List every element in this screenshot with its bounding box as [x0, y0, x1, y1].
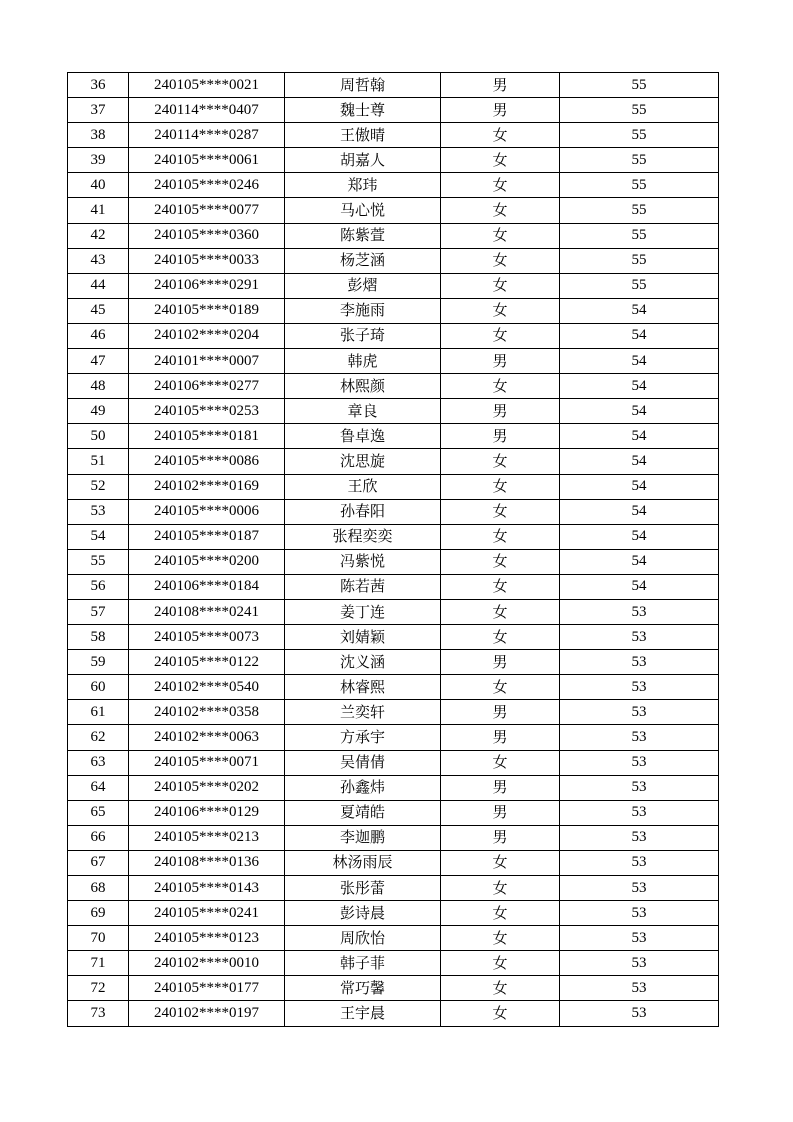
gender-cell: 女	[441, 173, 560, 198]
table-row	[68, 599, 719, 624]
score-cell: 54	[560, 524, 719, 549]
gender-cell: 男	[441, 725, 560, 750]
name-cell: 张子琦	[285, 323, 441, 348]
row-number-cell: 42	[68, 223, 129, 248]
id-number-cell: 240106****0129	[129, 800, 285, 825]
score-cell: 53	[560, 599, 719, 624]
id-number-cell: 240105****0143	[129, 876, 285, 901]
id-number-cell: 240105****0189	[129, 298, 285, 323]
roster-table-body	[68, 73, 719, 1027]
name-cell: 郑玮	[285, 173, 441, 198]
name-cell: 沈义涵	[285, 650, 441, 675]
id-number-cell: 240105****0253	[129, 399, 285, 424]
gender-cell: 女	[441, 926, 560, 951]
gender-cell: 女	[441, 449, 560, 474]
gender-cell: 女	[441, 976, 560, 1001]
row-number-cell: 64	[68, 775, 129, 800]
name-cell: 孙春阳	[285, 499, 441, 524]
score-cell: 55	[560, 173, 719, 198]
name-cell: 夏靖皓	[285, 800, 441, 825]
id-number-cell: 240102****0540	[129, 675, 285, 700]
row-number-cell: 38	[68, 123, 129, 148]
row-number-cell: 57	[68, 599, 129, 624]
name-cell: 马心悦	[285, 198, 441, 223]
row-number-cell: 45	[68, 298, 129, 323]
name-cell: 方承宇	[285, 725, 441, 750]
id-number-cell: 240101****0007	[129, 349, 285, 374]
name-cell: 林汤雨辰	[285, 850, 441, 875]
gender-cell: 女	[441, 248, 560, 273]
row-number-cell: 54	[68, 524, 129, 549]
score-cell: 53	[560, 800, 719, 825]
gender-cell: 男	[441, 825, 560, 850]
table-row	[68, 273, 719, 298]
id-number-cell: 240105****0077	[129, 198, 285, 223]
table-row	[68, 499, 719, 524]
table-row	[68, 73, 719, 98]
score-cell: 53	[560, 675, 719, 700]
id-number-cell: 240105****0200	[129, 549, 285, 574]
id-number-cell: 240105****0006	[129, 499, 285, 524]
score-cell: 55	[560, 123, 719, 148]
name-cell: 周欣怡	[285, 926, 441, 951]
score-cell: 53	[560, 725, 719, 750]
table-row	[68, 650, 719, 675]
table-row	[68, 976, 719, 1001]
name-cell: 王宇晨	[285, 1001, 441, 1026]
name-cell: 林熙颜	[285, 374, 441, 399]
score-cell: 54	[560, 298, 719, 323]
score-cell: 54	[560, 374, 719, 399]
row-number-cell: 39	[68, 148, 129, 173]
name-cell: 李迦鹏	[285, 825, 441, 850]
row-number-cell: 63	[68, 750, 129, 775]
score-cell: 53	[560, 650, 719, 675]
row-number-cell: 37	[68, 98, 129, 123]
id-number-cell: 240105****0021	[129, 73, 285, 98]
table-row	[68, 675, 719, 700]
score-cell: 55	[560, 98, 719, 123]
score-cell: 53	[560, 951, 719, 976]
table-row	[68, 1001, 719, 1026]
id-number-cell: 240114****0407	[129, 98, 285, 123]
gender-cell: 女	[441, 901, 560, 926]
gender-cell: 女	[441, 625, 560, 650]
gender-cell: 女	[441, 198, 560, 223]
gender-cell: 女	[441, 273, 560, 298]
gender-cell: 女	[441, 549, 560, 574]
name-cell: 沈思旋	[285, 449, 441, 474]
table-row	[68, 951, 719, 976]
table-row	[68, 399, 719, 424]
table-row	[68, 98, 719, 123]
table-row	[68, 574, 719, 599]
gender-cell: 男	[441, 98, 560, 123]
score-cell: 54	[560, 349, 719, 374]
name-cell: 魏士尊	[285, 98, 441, 123]
row-number-cell: 71	[68, 951, 129, 976]
roster-table	[67, 72, 719, 1027]
score-cell: 55	[560, 73, 719, 98]
id-number-cell: 240105****0061	[129, 148, 285, 173]
id-number-cell: 240108****0241	[129, 599, 285, 624]
name-cell: 陈紫萱	[285, 223, 441, 248]
score-cell: 53	[560, 625, 719, 650]
table-row	[68, 850, 719, 875]
id-number-cell: 240106****0291	[129, 273, 285, 298]
row-number-cell: 53	[68, 499, 129, 524]
name-cell: 王欣	[285, 474, 441, 499]
gender-cell: 女	[441, 1001, 560, 1026]
id-number-cell: 240105****0360	[129, 223, 285, 248]
table-row	[68, 800, 719, 825]
table-row	[68, 349, 719, 374]
gender-cell: 男	[441, 349, 560, 374]
row-number-cell: 43	[68, 248, 129, 273]
id-number-cell: 240105****0213	[129, 825, 285, 850]
name-cell: 刘婧颖	[285, 625, 441, 650]
score-cell: 53	[560, 850, 719, 875]
id-number-cell: 240105****0086	[129, 449, 285, 474]
id-number-cell: 240105****0177	[129, 976, 285, 1001]
table-row	[68, 248, 719, 273]
row-number-cell: 65	[68, 800, 129, 825]
table-row	[68, 549, 719, 574]
row-number-cell: 47	[68, 349, 129, 374]
id-number-cell: 240105****0187	[129, 524, 285, 549]
table-row	[68, 700, 719, 725]
gender-cell: 男	[441, 424, 560, 449]
score-cell: 54	[560, 424, 719, 449]
table-row	[68, 926, 719, 951]
name-cell: 吴倩倩	[285, 750, 441, 775]
id-number-cell: 240114****0287	[129, 123, 285, 148]
table-row	[68, 901, 719, 926]
gender-cell: 男	[441, 800, 560, 825]
name-cell: 鲁卓逸	[285, 424, 441, 449]
gender-cell: 女	[441, 499, 560, 524]
table-row	[68, 825, 719, 850]
gender-cell: 女	[441, 474, 560, 499]
row-number-cell: 55	[68, 549, 129, 574]
id-number-cell: 240106****0277	[129, 374, 285, 399]
id-number-cell: 240102****0358	[129, 700, 285, 725]
name-cell: 兰奕轩	[285, 700, 441, 725]
score-cell: 55	[560, 248, 719, 273]
gender-cell: 女	[441, 876, 560, 901]
score-cell: 55	[560, 273, 719, 298]
id-number-cell: 240108****0136	[129, 850, 285, 875]
score-cell: 54	[560, 474, 719, 499]
gender-cell: 女	[441, 123, 560, 148]
gender-cell: 男	[441, 700, 560, 725]
gender-cell: 男	[441, 399, 560, 424]
row-number-cell: 72	[68, 976, 129, 1001]
name-cell: 胡嘉人	[285, 148, 441, 173]
id-number-cell: 240105****0241	[129, 901, 285, 926]
row-number-cell: 51	[68, 449, 129, 474]
table-row	[68, 173, 719, 198]
row-number-cell: 61	[68, 700, 129, 725]
id-number-cell: 240105****0122	[129, 650, 285, 675]
row-number-cell: 60	[68, 675, 129, 700]
id-number-cell: 240105****0071	[129, 750, 285, 775]
score-cell: 55	[560, 223, 719, 248]
row-number-cell: 48	[68, 374, 129, 399]
table-row	[68, 148, 719, 173]
name-cell: 彭诗晨	[285, 901, 441, 926]
name-cell: 陈若茜	[285, 574, 441, 599]
table-row	[68, 449, 719, 474]
gender-cell: 男	[441, 775, 560, 800]
score-cell: 53	[560, 901, 719, 926]
score-cell: 55	[560, 148, 719, 173]
row-number-cell: 40	[68, 173, 129, 198]
score-cell: 53	[560, 825, 719, 850]
table-row	[68, 223, 719, 248]
score-cell: 54	[560, 574, 719, 599]
gender-cell: 女	[441, 148, 560, 173]
row-number-cell: 73	[68, 1001, 129, 1026]
row-number-cell: 46	[68, 323, 129, 348]
row-number-cell: 66	[68, 825, 129, 850]
id-number-cell: 240102****0197	[129, 1001, 285, 1026]
gender-cell: 女	[441, 951, 560, 976]
name-cell: 杨芝涵	[285, 248, 441, 273]
score-cell: 53	[560, 750, 719, 775]
name-cell: 冯紫悦	[285, 549, 441, 574]
id-number-cell: 240102****0063	[129, 725, 285, 750]
score-cell: 53	[560, 700, 719, 725]
gender-cell: 女	[441, 574, 560, 599]
table-row	[68, 876, 719, 901]
id-number-cell: 240105****0123	[129, 926, 285, 951]
table-row	[68, 750, 719, 775]
id-number-cell: 240105****0181	[129, 424, 285, 449]
name-cell: 常巧馨	[285, 976, 441, 1001]
row-number-cell: 67	[68, 850, 129, 875]
score-cell: 54	[560, 549, 719, 574]
name-cell: 周哲翰	[285, 73, 441, 98]
gender-cell: 女	[441, 850, 560, 875]
id-number-cell: 240102****0010	[129, 951, 285, 976]
gender-cell: 女	[441, 524, 560, 549]
score-cell: 54	[560, 399, 719, 424]
score-cell: 55	[560, 198, 719, 223]
id-number-cell: 240106****0184	[129, 574, 285, 599]
id-number-cell: 240102****0204	[129, 323, 285, 348]
table-row	[68, 775, 719, 800]
row-number-cell: 50	[68, 424, 129, 449]
table-row	[68, 298, 719, 323]
id-number-cell: 240105****0202	[129, 775, 285, 800]
table-row	[68, 625, 719, 650]
name-cell: 王傲晴	[285, 123, 441, 148]
row-number-cell: 36	[68, 73, 129, 98]
score-cell: 54	[560, 449, 719, 474]
id-number-cell: 240105****0033	[129, 248, 285, 273]
score-cell: 53	[560, 926, 719, 951]
score-cell: 53	[560, 775, 719, 800]
name-cell: 李施雨	[285, 298, 441, 323]
name-cell: 韩子菲	[285, 951, 441, 976]
row-number-cell: 69	[68, 901, 129, 926]
table-row	[68, 524, 719, 549]
name-cell: 林睿熙	[285, 675, 441, 700]
row-number-cell: 44	[68, 273, 129, 298]
table-row	[68, 474, 719, 499]
name-cell: 彭熠	[285, 273, 441, 298]
row-number-cell: 68	[68, 876, 129, 901]
gender-cell: 女	[441, 750, 560, 775]
id-number-cell: 240105****0246	[129, 173, 285, 198]
gender-cell: 男	[441, 650, 560, 675]
row-number-cell: 59	[68, 650, 129, 675]
name-cell: 张彤蕾	[285, 876, 441, 901]
table-row	[68, 725, 719, 750]
score-cell: 54	[560, 323, 719, 348]
row-number-cell: 62	[68, 725, 129, 750]
table-row	[68, 123, 719, 148]
row-number-cell: 58	[68, 625, 129, 650]
score-cell: 53	[560, 976, 719, 1001]
id-number-cell: 240105****0073	[129, 625, 285, 650]
score-cell: 53	[560, 1001, 719, 1026]
gender-cell: 女	[441, 223, 560, 248]
gender-cell: 女	[441, 374, 560, 399]
id-number-cell: 240102****0169	[129, 474, 285, 499]
table-row	[68, 424, 719, 449]
row-number-cell: 70	[68, 926, 129, 951]
table-row	[68, 198, 719, 223]
score-cell: 53	[560, 876, 719, 901]
gender-cell: 女	[441, 323, 560, 348]
name-cell: 韩虎	[285, 349, 441, 374]
row-number-cell: 49	[68, 399, 129, 424]
table-row	[68, 323, 719, 348]
row-number-cell: 52	[68, 474, 129, 499]
name-cell: 章良	[285, 399, 441, 424]
gender-cell: 男	[441, 73, 560, 98]
name-cell: 孙鑫炜	[285, 775, 441, 800]
gender-cell: 女	[441, 298, 560, 323]
row-number-cell: 56	[68, 574, 129, 599]
name-cell: 张程奕奕	[285, 524, 441, 549]
gender-cell: 女	[441, 599, 560, 624]
row-number-cell: 41	[68, 198, 129, 223]
table-row	[68, 374, 719, 399]
gender-cell: 女	[441, 675, 560, 700]
score-cell: 54	[560, 499, 719, 524]
name-cell: 姜丁连	[285, 599, 441, 624]
